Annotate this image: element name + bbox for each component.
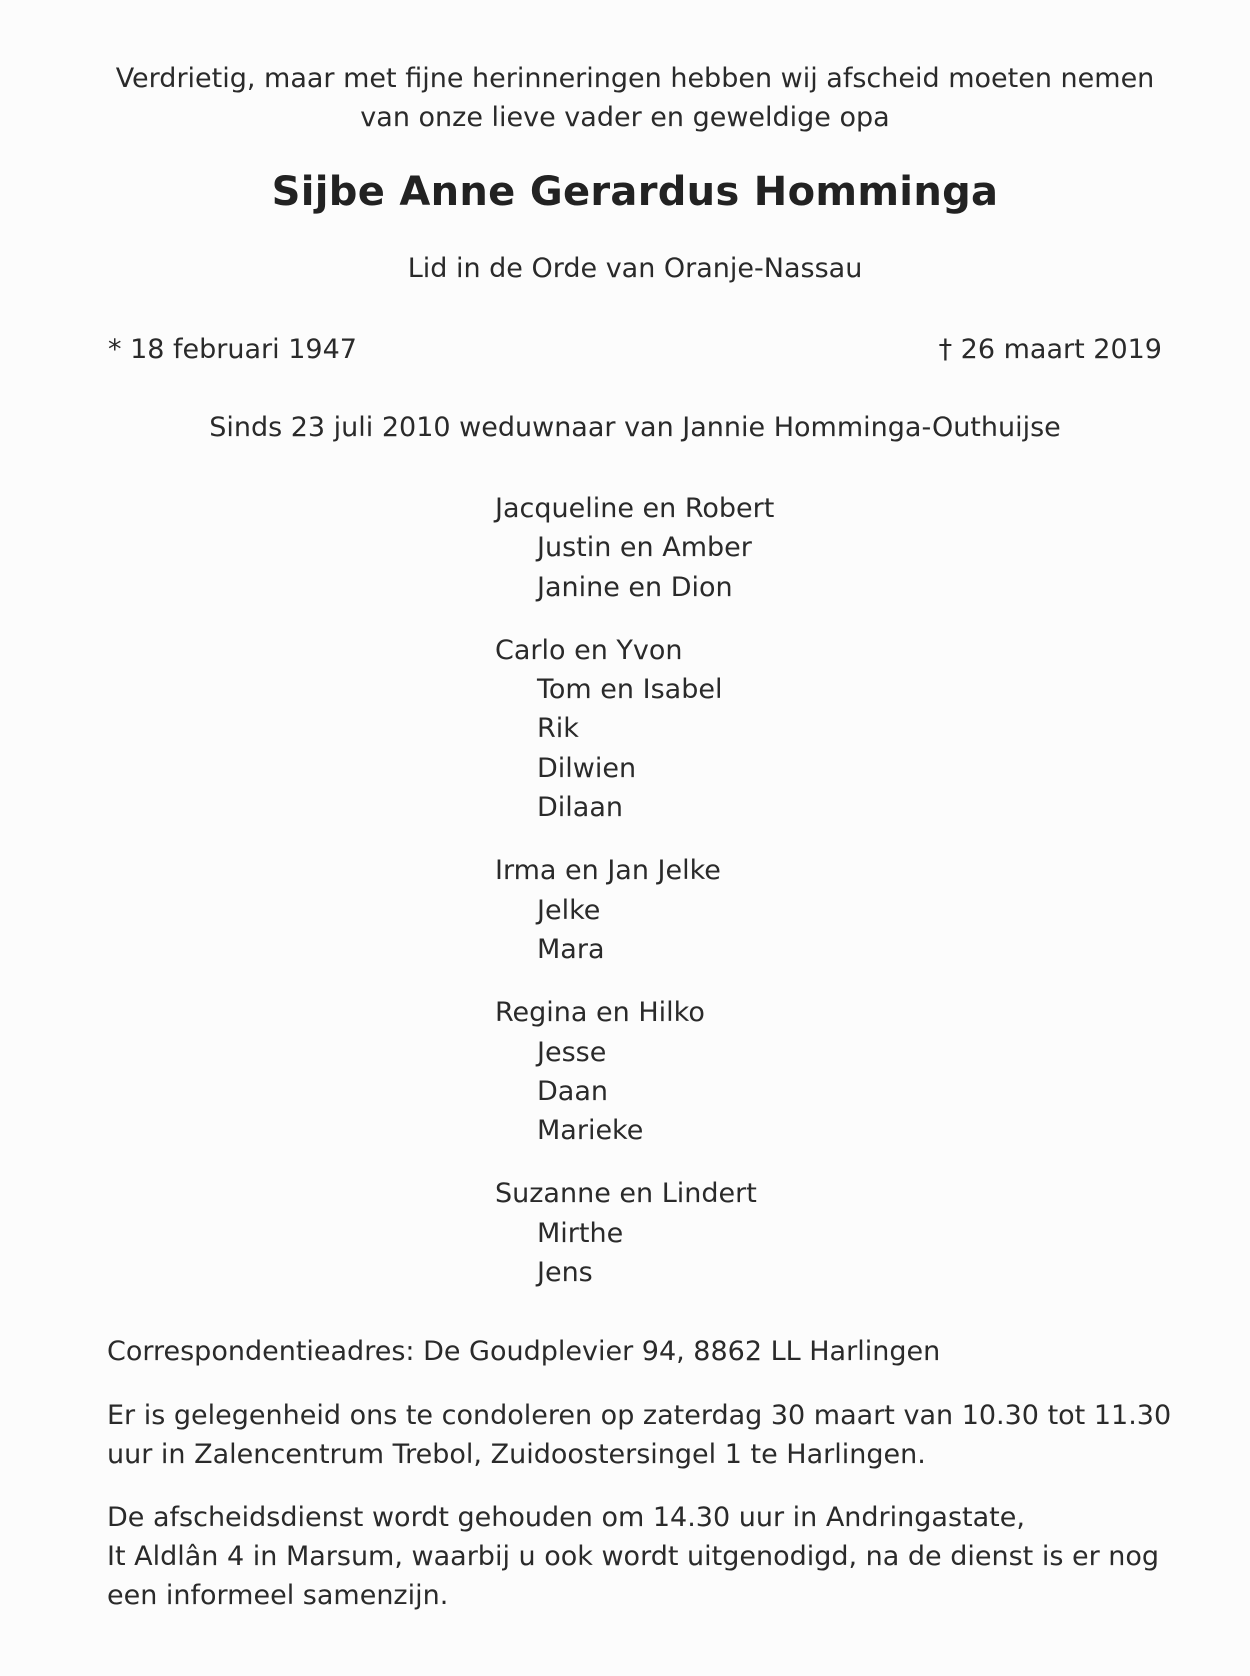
family-child: Dilwien	[537, 752, 637, 784]
family-group	[495, 1174, 774, 1292]
service-paragraph	[107, 1498, 1187, 1615]
family-child: Mara	[537, 933, 605, 965]
correspondence-address: Correspondentieadres: De Goudplevier 94, 8862 LL Harlingen	[107, 1336, 941, 1367]
family-child: Jens	[537, 1257, 593, 1289]
condolence-paragraph	[107, 1396, 1187, 1474]
family-child: Rik	[537, 713, 579, 745]
condolence-line: uur in Zalencentrum Trebol, Zuidoostersingel 1 te Harlingen.	[107, 1439, 926, 1470]
family-child: Daan	[537, 1075, 608, 1107]
family-parents: Jacqueline en Robert	[495, 493, 775, 524]
service-line: een informeel samenzijn.	[107, 1580, 449, 1611]
family-parents: Suzanne en Lindert	[495, 1178, 757, 1210]
family-child: Jesse	[537, 1036, 607, 1068]
family-group	[495, 631, 774, 827]
family-parents: Carlo en Yvon	[495, 634, 683, 666]
death-date: † 26 maart 2019	[938, 334, 1162, 365]
family-parents: Regina en Hilko	[495, 997, 705, 1029]
family-child: Justin en Amber	[537, 532, 752, 564]
family-parents: Irma en Jan Jelke	[495, 855, 721, 887]
widower-line: Sinds 23 juli 2010 weduwnaar van Jannie Homminga-Outhuijse	[209, 412, 1061, 443]
family-child: Tom en Isabel	[537, 674, 723, 706]
family-group	[495, 993, 774, 1150]
family-child: Mirthe	[537, 1217, 624, 1249]
birth-date: * 18 februari 1947	[108, 334, 357, 365]
distinction: Lid in de Orde van Oranje-Nassau	[407, 253, 863, 284]
family-group	[495, 489, 774, 607]
family-list	[495, 489, 774, 1316]
service-line: It Aldlân 4 in Marsum, waarbij u ook wordt uitgenodigd, na de dienst is er nog	[107, 1541, 1160, 1572]
family-child: Dilaan	[537, 792, 623, 824]
family-child: Jelke	[537, 894, 601, 926]
family-child: Janine en Dion	[537, 571, 733, 603]
family-group	[495, 851, 774, 969]
deceased-name: Sijbe Anne Gerardus Homminga	[271, 169, 999, 215]
intro-line-2: van onze lieve vader en geweldige opa	[360, 102, 890, 133]
family-child: Marieke	[537, 1115, 644, 1147]
service-line: De afscheidsdienst wordt gehouden om 14.30 uur in Andringastate,	[107, 1502, 1025, 1533]
intro-line-1: Verdrietig, maar met fijne herinneringen hebben wij afscheid moeten nemen	[115, 63, 1155, 94]
condolence-line: Er is gelegenheid ons te condoleren op zaterdag 30 maart van 10.30 tot 11.30	[107, 1400, 1172, 1431]
